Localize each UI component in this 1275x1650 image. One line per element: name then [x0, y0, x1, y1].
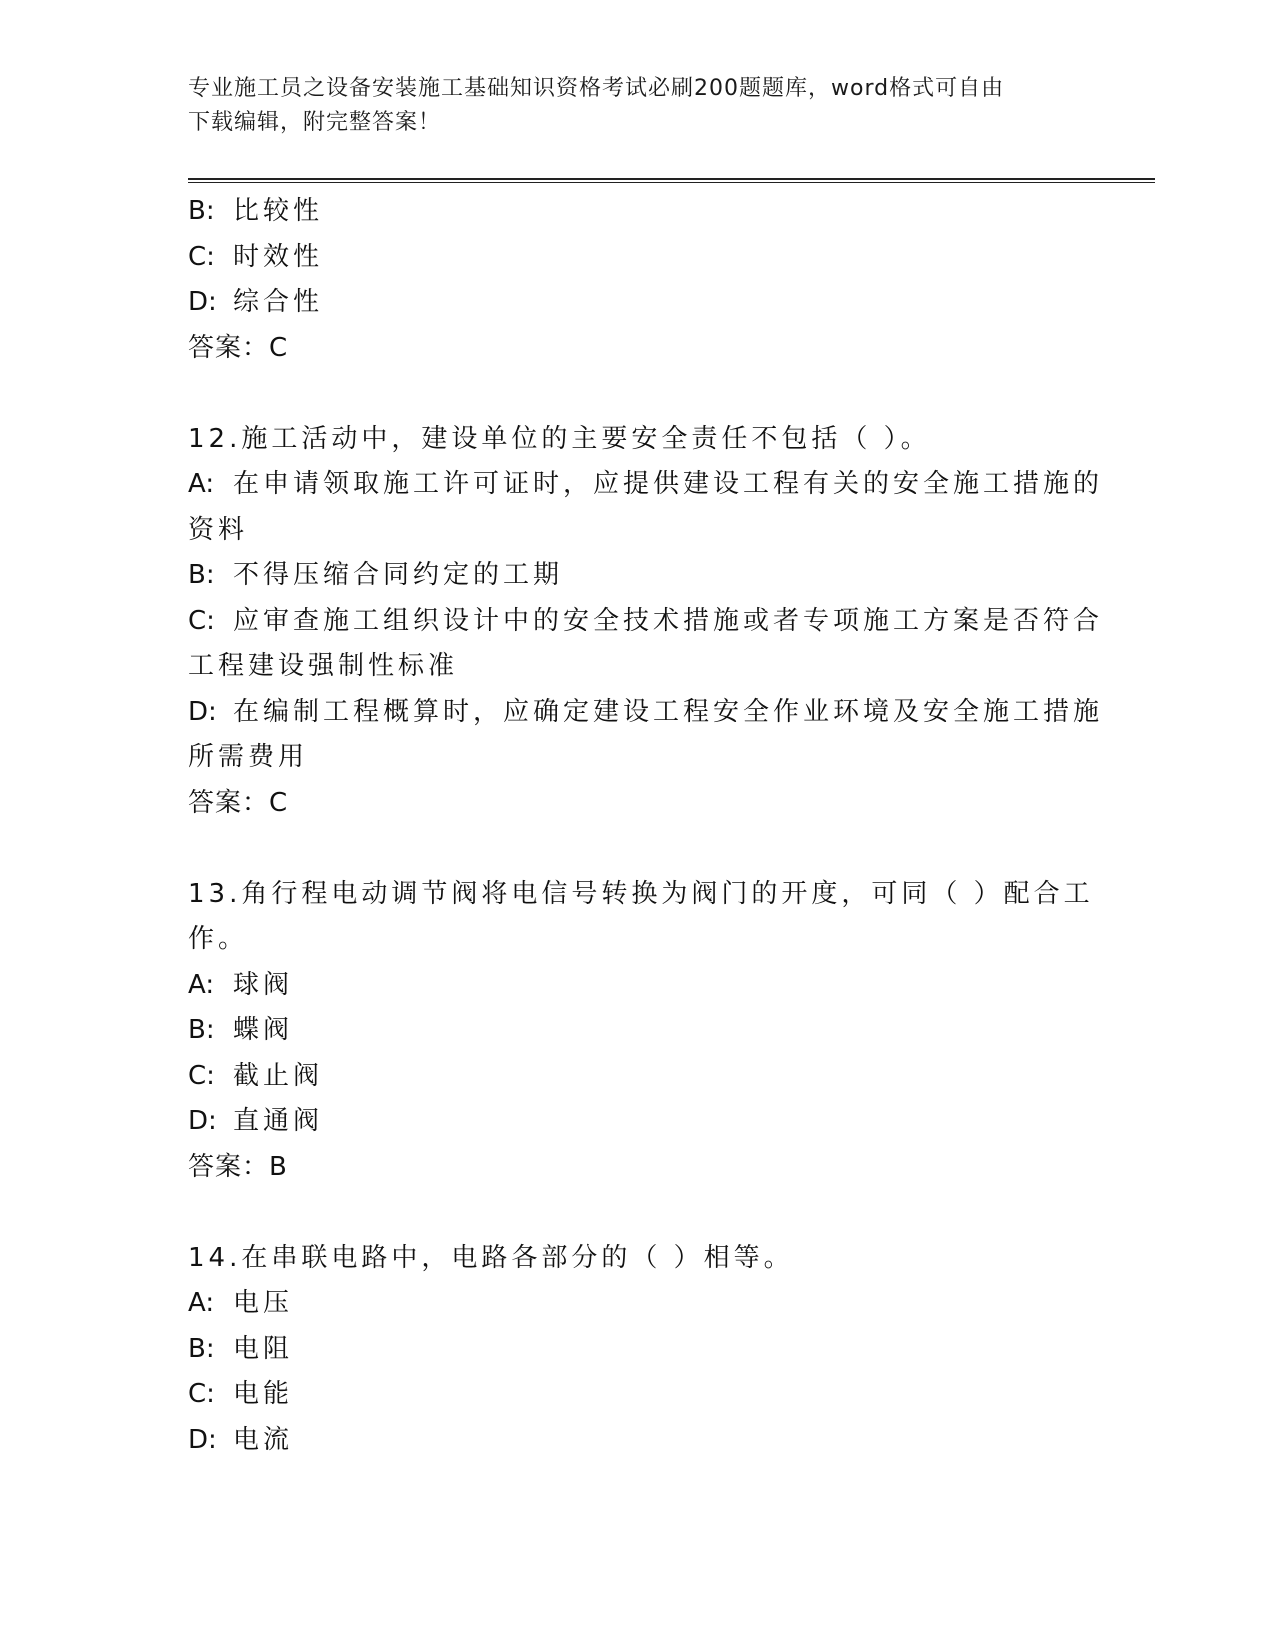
option-label: B: [188, 196, 215, 226]
question-body [188, 189, 1104, 1463]
q12-option-a-cont: 资料 [188, 514, 249, 545]
option-text: 直通阀 [233, 1106, 324, 1136]
q13-option-a [188, 963, 1088, 1009]
option-label: B: [188, 1015, 215, 1045]
option-label: A: [188, 1288, 215, 1318]
option-label: C: [188, 1060, 215, 1091]
option-label: C: [188, 1379, 215, 1409]
q11-answer: 答案：C [188, 332, 289, 363]
header-title-line-2: 下载编辑，附完整答案！ [188, 110, 442, 135]
q12-option-d-cont: 所需费用 [188, 742, 309, 772]
header-title-line-1: 专业施工员之设备安装施工基础知识资格考试必刷200题题库，word格式可自由 [188, 76, 1005, 101]
option-text: 电能 [233, 1379, 294, 1409]
q12-option-c-cont: 工程建设强制性标准 [188, 651, 459, 681]
header-divider-thick [188, 178, 1155, 180]
option-label: D: [188, 1424, 217, 1455]
q12-option-b [188, 553, 1088, 599]
q12-option-a [188, 462, 1104, 508]
spacer [188, 371, 1088, 417]
option-text: 在编制工程概算时，应确定建设工程安全作业环境及安全施工措施 [233, 696, 1104, 727]
option-label: B: [188, 560, 215, 590]
option-text: 球阀 [233, 969, 294, 1000]
spacer [188, 826, 1088, 872]
option-label: D: [188, 1106, 217, 1136]
option-text: 综合性 [233, 287, 324, 317]
option-text: 应审查施工组织设计中的安全技术措施或者专项施工方案是否符合 [233, 605, 1104, 636]
q13-answer: 答案：B [188, 1151, 288, 1182]
option-text: 截止阀 [233, 1060, 324, 1091]
q14-option-a [188, 1281, 1088, 1327]
header-divider-thin [188, 182, 1155, 183]
q11-option-d [188, 280, 1088, 326]
q13-option-d [188, 1099, 1088, 1145]
option-text: 电流 [233, 1424, 294, 1455]
q14-option-d [188, 1418, 1088, 1464]
q12-option-d [188, 690, 1104, 736]
option-text: 不得压缩合同约定的工期 [233, 560, 564, 590]
option-label: A: [188, 469, 215, 499]
q12-option-c [188, 599, 1104, 645]
q14-stem: 14.在串联电路中，电路各部分的（ ）相等。 [188, 1242, 794, 1273]
q14-option-b [188, 1327, 1088, 1373]
option-label: B: [188, 1333, 215, 1364]
q14-option-c [188, 1372, 1088, 1418]
option-text: 在申请领取施工许可证时，应提供建设工程有关的安全施工措施的 [233, 469, 1104, 499]
q13-option-c [188, 1054, 1088, 1100]
option-label: D: [188, 287, 217, 317]
q13-stem-cont: 作。 [188, 924, 249, 954]
q13-option-b [188, 1008, 1088, 1054]
q12-answer: 答案：C [188, 787, 289, 818]
option-text: 电阻 [233, 1333, 294, 1364]
option-label: C: [188, 241, 215, 272]
option-text: 蝶阀 [233, 1015, 294, 1045]
option-label: A: [188, 969, 215, 1000]
spacer [188, 1190, 1088, 1236]
option-text: 时效性 [233, 241, 324, 272]
option-text: 电压 [233, 1288, 294, 1318]
q11-option-c [188, 235, 1088, 281]
option-label: D: [188, 696, 217, 727]
page-header [188, 72, 1078, 140]
q12-stem: 12.施工活动中，建设单位的主要安全责任不包括（ ）。 [188, 423, 931, 454]
q11-option-b [188, 189, 1088, 235]
option-label: C: [188, 605, 215, 636]
option-text: 比较性 [233, 196, 324, 226]
q13-stem: 13.角行程电动调节阀将电信号转换为阀门的开度，可同（ ）配合工 [188, 878, 1094, 909]
